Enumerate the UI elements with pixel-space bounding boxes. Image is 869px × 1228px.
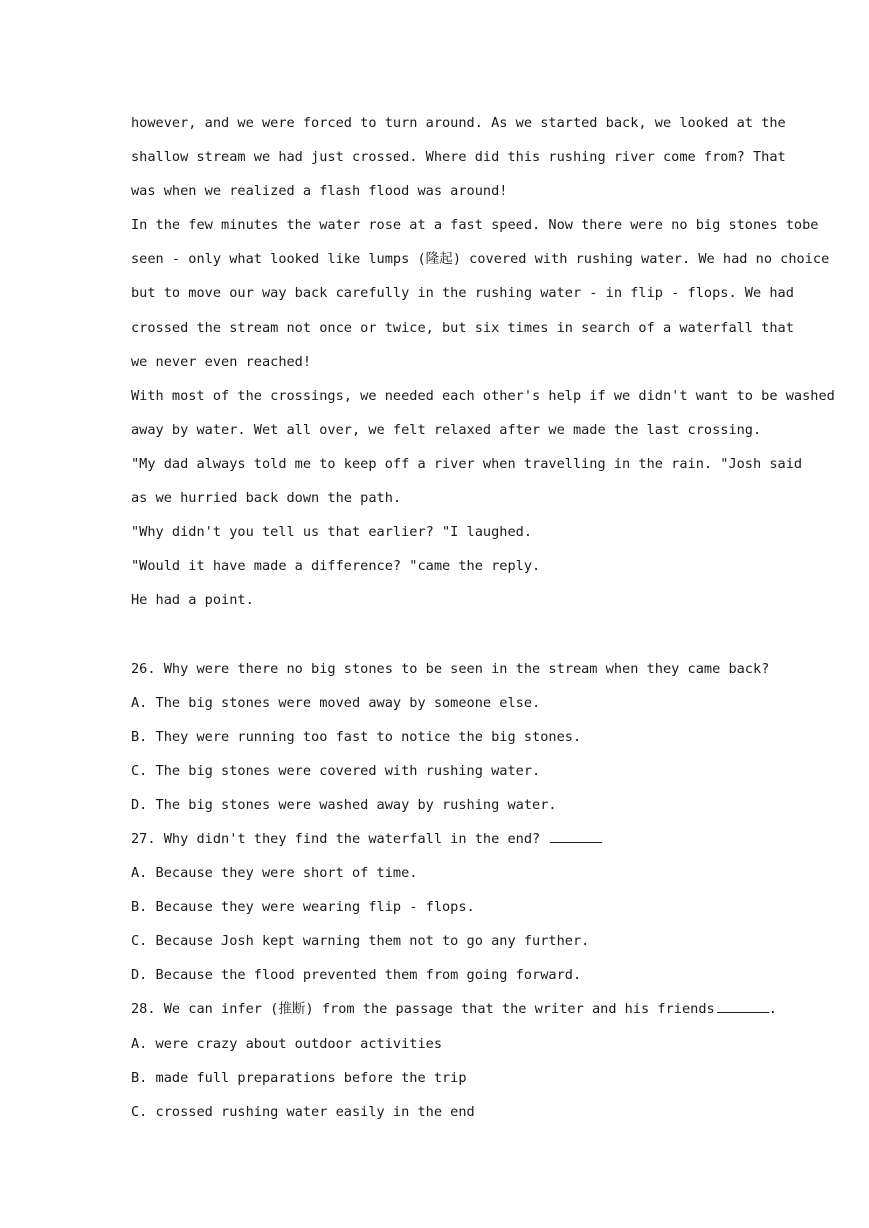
answer-option: C. crossed rushing water easily in the end xyxy=(131,1103,475,1120)
question-26 xyxy=(131,652,770,822)
passage-line: but to move our way back carefully in the rushing water - in flip - flops. We had xyxy=(131,285,794,302)
answer-blank xyxy=(550,830,602,843)
section-gap xyxy=(131,617,739,651)
passage-line: crossed the stream not once or twice, but six times in search of a waterfall that xyxy=(131,319,794,336)
question-stem-line xyxy=(131,992,777,1026)
question-stem: 27. Why didn't they find the waterfall in the end? xyxy=(131,830,541,847)
question-stem: 28. We can infer (推断) from the passage that the writer and his friends xyxy=(131,1001,715,1018)
answer-option: B. They were running too fast to notice the big stones. xyxy=(131,728,582,745)
passage-line: we never even reached! xyxy=(131,353,312,370)
passage-line: as we hurried back down the path. xyxy=(131,490,402,507)
answer-option: A. Because they were short of time. xyxy=(131,865,418,882)
stem-period: . xyxy=(768,1001,777,1018)
reading-passage xyxy=(131,106,835,617)
question-stem-line xyxy=(131,822,739,856)
answer-option: A. The big stones were moved away by someone else. xyxy=(131,694,541,711)
passage-line: "My dad always told me to keep off a river when travelling in the rain. "Josh said xyxy=(131,455,803,472)
passage-line: With most of the crossings, we needed each other's help if we didn't want to be washed xyxy=(131,387,835,404)
passage-line: seen - only what looked like lumps (隆起) covered with rushing water. We had no choice xyxy=(131,251,830,268)
passage-line: "Would it have made a difference? "came the reply. xyxy=(131,558,541,575)
answer-option: C. The big stones were covered with rushing water. xyxy=(131,762,541,779)
passage-line: In the few minutes the water rose at a fast speed. Now there were no big stones tobe xyxy=(131,217,819,234)
answer-option: B. Because they were wearing flip - flops. xyxy=(131,899,475,916)
answer-option: C. Because Josh kept warning them not to go any further. xyxy=(131,933,590,950)
passage-line: "Why didn't you tell us that earlier? "I laughed. xyxy=(131,524,533,541)
passage-line: He had a point. xyxy=(131,592,254,609)
question-27 xyxy=(131,822,739,992)
answer-option: D. Because the flood prevented them from going forward. xyxy=(131,967,582,984)
answer-blank xyxy=(717,1000,769,1013)
question-28 xyxy=(131,992,777,1128)
answer-option: D. The big stones were washed away by rushing water. xyxy=(131,796,557,813)
answer-option: B. made full preparations before the trip xyxy=(131,1069,467,1086)
passage-line: however, and we were forced to turn around. As we started back, we looked at the xyxy=(131,115,786,131)
question-stem: 26. Why were there no big stones to be seen in the stream when they came back? xyxy=(131,660,770,677)
passage-line: shallow stream we had just crossed. Where did this rushing river come from? That xyxy=(131,149,786,166)
passage-line: was when we realized a flash flood was around! xyxy=(131,183,508,200)
answer-option: A. were crazy about outdoor activities xyxy=(131,1035,442,1052)
passage-line: away by water. Wet all over, we felt relaxed after we made the last crossing. xyxy=(131,421,762,438)
document-page xyxy=(131,106,835,1129)
